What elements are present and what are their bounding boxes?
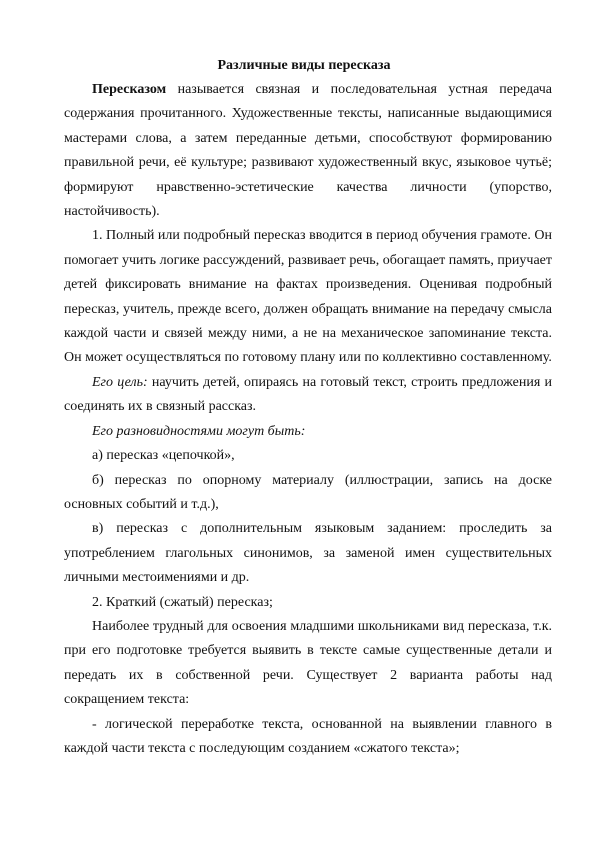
goal-label: Его цель:	[92, 374, 148, 390]
goal-paragraph	[64, 371, 552, 420]
short-retelling-paragraph: Наиболее трудный для освоения младшими школьниками вид пересказа, т.к. при его подготовке требуется выявить в тексте самые существенные детали и передать их в собственной речи. Существует 2 варианта работы над сокращением текста:	[64, 618, 552, 708]
intro-term: Пересказом	[92, 82, 167, 97]
intro-paragraph	[64, 78, 552, 224]
short-retelling-heading: 2. Краткий (сжатый) пересказ;	[92, 594, 273, 610]
intro-text: называется связная и последовательная устная передача содержания прочитанного. Художественные тексты, написанные выдающимися мастерами слова, а затем переданные детьми, способствуют формированию правильной речи, её культуре; развивают художественный вкус, языковое чутьё; формируют нравственно-эстетические качества личности (упорство, настойчивость).	[64, 82, 552, 220]
varieties-heading: Его разновидностями могут быть:	[92, 423, 306, 439]
list-item-c: в) пересказ с дополнительным языковым заданием: проследить за употреблением глагольных синонимов, за заменой имен существительных личными местоимениями и др.	[64, 521, 552, 586]
goal-text: научить детей, опираясь на готовый текст, строить предложения и соединять их в связный рассказ.	[64, 374, 552, 415]
short-retelling-item-1: - логической переработке текста, основанной на выявлении главного в каждой части текста с последующим созданием «сжатого текста»;	[64, 716, 552, 756]
list-item-a: а) пересказ «цепочкой»,	[92, 448, 235, 464]
document-title: Различные виды пересказа	[217, 58, 391, 73]
list-item-b: б) пересказ по опорному материалу (иллюстрации, запись на доске основных событий и т.д.),	[64, 472, 552, 512]
document-body	[64, 78, 552, 761]
full-retelling-paragraph: 1. Полный или подробный пересказ вводится в период обучения грамоте. Он помогает учить логике рассуждений, развивает речь, обогащает память, приучает детей фиксировать внимание на фактах произведения. Оценивая подробный пересказ, учитель, прежде всего, должен обращать внимание на передачу смысла каждой части и связей между ними, а не на механическое запоминание текста. Он может осуществляться по готовому плану или по коллективно составленному.	[64, 228, 552, 366]
